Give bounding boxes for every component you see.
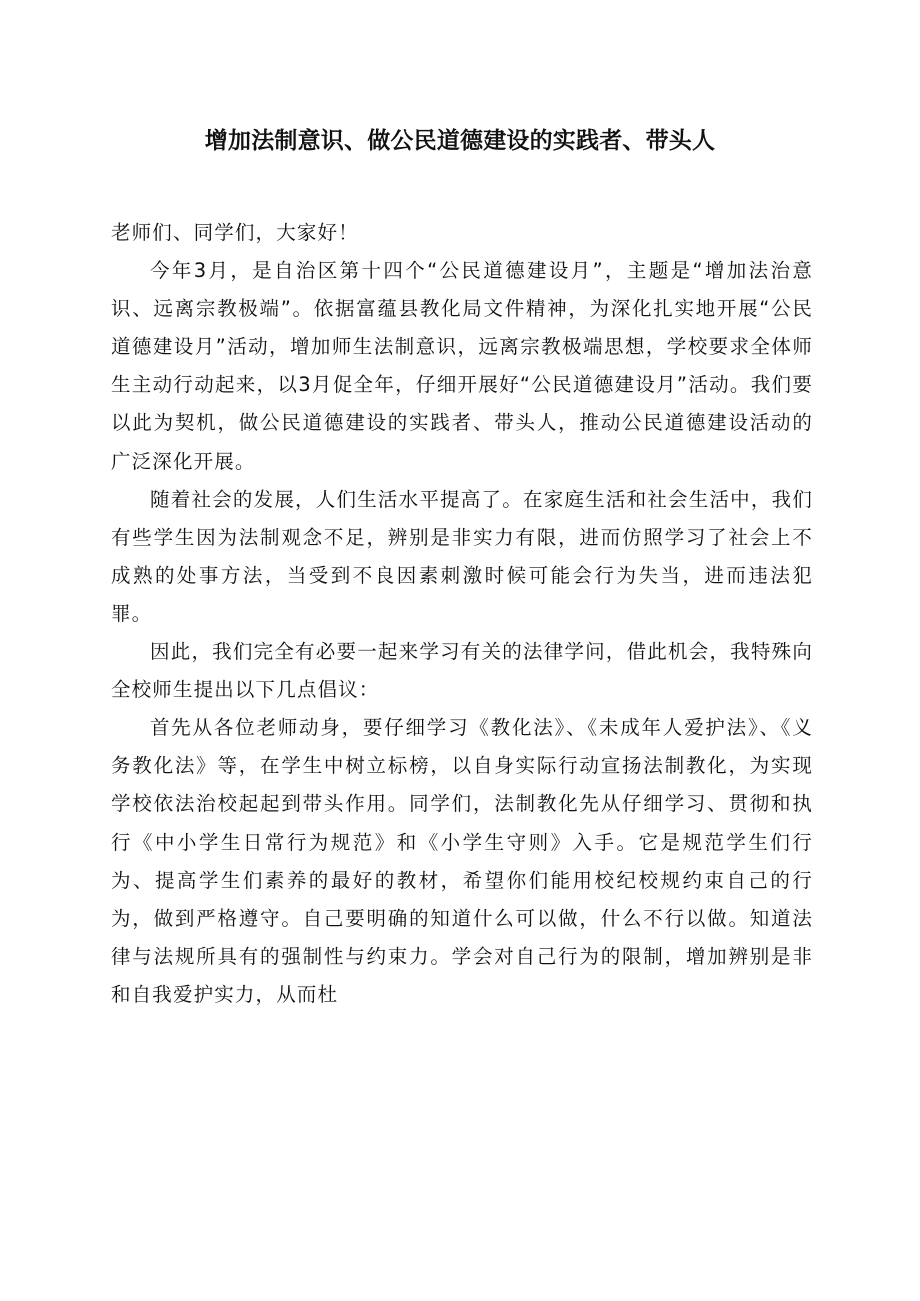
paragraph-2: 随着社会的发展，人们生活水平提高了。在家庭生活和社会生活中，我们有些学生因为法制观念不足，辨别是非实力有限，进而仿照学习了社会上不成熟的处事方法，当受到不良因素刺激时候可能会行为失当，进而违法犯罪。 xyxy=(111,487,813,625)
paragraph-4: 首先从各位老师动身，要仔细学习《教化法》、《未成年人爱护法》、《义务教化法》等，在学生中树立标榜，以自身实际行动宣扬法制教化，为实现学校依法治校起起到带头作用。同学们，法制教化先从仔细学习、贯彻和执行《中小学生日常行为规范》和《小学生守则》入手。它是规范学生们行为、提高学生们素养的最好的教材，希望你们能用校纪校规约束自己的行为，做到严格遵守。自己要明确的知道什么可以做，什么不行以做。知道法律与法规所具有的强制性与约束力。学会对自己行为的限制，增加辨别是非和自我爱护实力，从而杜 xyxy=(111,716,813,1006)
paragraph-3: 因此，我们完全有必要一起来学习有关的法律学问，借此机会，我特殊向全校师生提出以下几点倡议： xyxy=(111,640,813,702)
document-body xyxy=(111,214,813,1014)
paragraph-1: 今年3月，是自治区第十四个“公民道德建设月”，主题是“增加法治意识、远离宗教极端”。依据富蕴县教化局文件精神，为深化扎实地开展“公民道德建设月”活动，增加师生法制意识，远离宗教极端思想，学校要求全体师生主动行动起来，以3月促全年，仔细开展好“公民道德建设月”活动。我们要以此为契机，做公民道德建设的实践者、带头人，推动公民道德建设活动的广泛深化开展。 xyxy=(111,259,813,473)
greeting-line: 老师们、同学们，大家好！ xyxy=(111,221,359,244)
document-title: 增加法制意识、做公民道德建设的实践者、带头人 xyxy=(204,128,716,154)
